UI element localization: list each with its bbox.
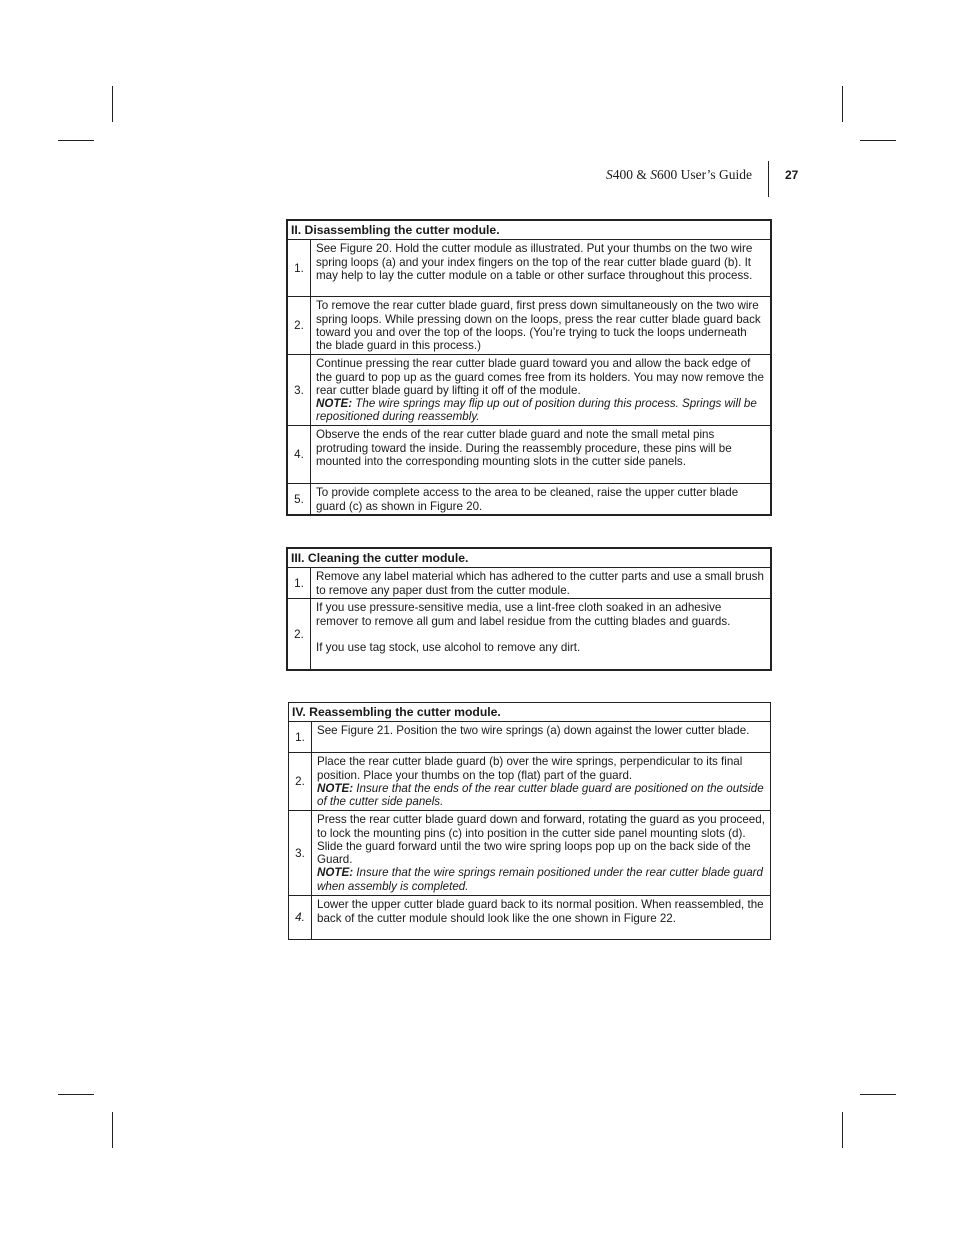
- table-row: [288, 568, 771, 599]
- table-row: [288, 484, 771, 515]
- step-text: To provide complete access to the area to be cleaned, raise the upper cutter blade guard (c) as shown in Figure 20.: [311, 484, 771, 515]
- step-note: [317, 782, 764, 808]
- crop-mark-top-right-horizontal: [860, 140, 896, 141]
- table-row: [289, 722, 771, 753]
- table-row: [288, 426, 771, 484]
- running-header-title: [560, 167, 752, 183]
- step-text: Press the rear cutter blade guard down and forward, rotating the guard as you proceed, to lock the mounting pins (c) into position in the cutter side panel mounting slots (d). Slide the guard forward until the two wire spring loops pop up on the back side of the Guard.: [317, 813, 765, 867]
- step-text: See Figure 20. Hold the cutter module as illustrated. Put your thumbs on the two wire spring loops (a) and your index fingers on the top of the rear cutter blade guard (b). It may help to lay the cutter module on a table or other surface throughout this process.: [311, 240, 771, 297]
- model-prefix: S: [650, 167, 657, 182]
- step-cell: [311, 599, 771, 670]
- step-text: Observe the ends of the rear cutter blade guard and note the small metal pins protruding toward the inside. During the reassembly procedure, these pins will be mounted into the corresponding mounting slots in the cutter side panels.: [311, 426, 771, 484]
- step-text: Remove any label material which has adhered to the cutter parts and use a small brush to remove any paper dust from the cutter module.: [311, 568, 771, 599]
- disassembly-table: [287, 220, 771, 515]
- step-number: 4.: [288, 426, 311, 484]
- section-title: IV. Reassembling the cutter module.: [289, 703, 771, 722]
- note-text: The wire springs may flip up out of position during this process. Springs will be repositioned during reassembly.: [316, 397, 757, 424]
- step-number: 4.: [289, 896, 312, 940]
- model-number: 600 User’s Guide: [657, 167, 752, 182]
- step-number: 1.: [288, 568, 311, 599]
- section-title: III. Cleaning the cutter module.: [288, 549, 771, 568]
- crop-mark-top-left-vertical: [112, 86, 113, 122]
- step-number: 1.: [288, 240, 311, 297]
- step-cell: [312, 811, 771, 896]
- crop-mark-top-left-horizontal: [58, 140, 94, 141]
- step-number: 2.: [289, 753, 312, 811]
- step-text: If you use pressure-sensitive media, use a lint-free cloth soaked in an adhesive remover to remove all gum and label residue from the cutting blades and guards.: [316, 601, 731, 628]
- step-number: 2.: [288, 599, 311, 670]
- crop-mark-bottom-right-horizontal: [860, 1094, 896, 1095]
- crop-mark-bottom-right-vertical: [842, 1112, 843, 1148]
- note-text: Insure that the ends of the rear cutter blade guard are positioned on the outside of the cutter side panels.: [317, 781, 764, 809]
- table-row: [289, 896, 771, 940]
- step-number: 3.: [288, 355, 311, 426]
- step-text: Lower the upper cutter blade guard back to its normal position. When reassembled, the back of the cutter module should look like the one shown in Figure 22.: [312, 896, 771, 940]
- table-row: [289, 753, 771, 811]
- crop-mark-top-right-vertical: [842, 86, 843, 122]
- step-text: Place the rear cutter blade guard (b) over the wire springs, perpendicular to its final position. Place your thumbs on the top (flat) part of the guard.: [317, 755, 743, 782]
- table-row: [288, 297, 771, 355]
- note-label: NOTE:: [317, 866, 354, 880]
- table-row: [289, 811, 771, 896]
- step-cell: [312, 753, 771, 811]
- crop-mark-bottom-left-vertical: [112, 1112, 113, 1148]
- step-note: [317, 866, 763, 892]
- note-label: NOTE:: [317, 781, 354, 795]
- note-text: Insure that the wire springs remain positioned under the rear cutter blade guard when assembly is completed.: [317, 866, 763, 893]
- step-number: 1.: [289, 722, 312, 753]
- step-number: 5.: [288, 484, 311, 515]
- step-number: 2.: [288, 297, 311, 355]
- step-note: [316, 397, 757, 423]
- model-number: 400 &: [612, 167, 651, 182]
- reassembly-table: [288, 702, 771, 940]
- page-number: 27: [785, 168, 799, 182]
- section-title: II. Disassembling the cutter module.: [288, 221, 771, 240]
- step-number: 3.: [289, 811, 312, 896]
- step-cell: [311, 355, 771, 426]
- step-text-extra: If you use tag stock, use alcohol to remove any dirt.: [316, 640, 581, 654]
- cleaning-table: [287, 548, 771, 670]
- note-label: NOTE:: [316, 397, 353, 411]
- model-prefix: S: [605, 167, 613, 182]
- step-text: See Figure 21. Position the two wire springs (a) down against the lower cutter blade.: [312, 722, 771, 753]
- table-row: [288, 599, 771, 670]
- header-divider: [768, 161, 769, 197]
- table-row: [288, 240, 771, 297]
- step-text: To remove the rear cutter blade guard, first press down simultaneously on the two wire spring loops. While pressing down on the loops, press the rear cutter blade guard back toward you and over the top of the loops. (You’re trying to tuck the loops underneath the blade guard in this process.): [311, 297, 771, 355]
- table-row: [288, 355, 771, 426]
- step-text: Continue pressing the rear cutter blade guard toward you and allow the back edge of the guard to pop up as the guard comes free from its holders. You may now remove the rear cutter blade guard by lifting it off of the module.: [316, 357, 764, 397]
- crop-mark-bottom-left-horizontal: [58, 1094, 94, 1095]
